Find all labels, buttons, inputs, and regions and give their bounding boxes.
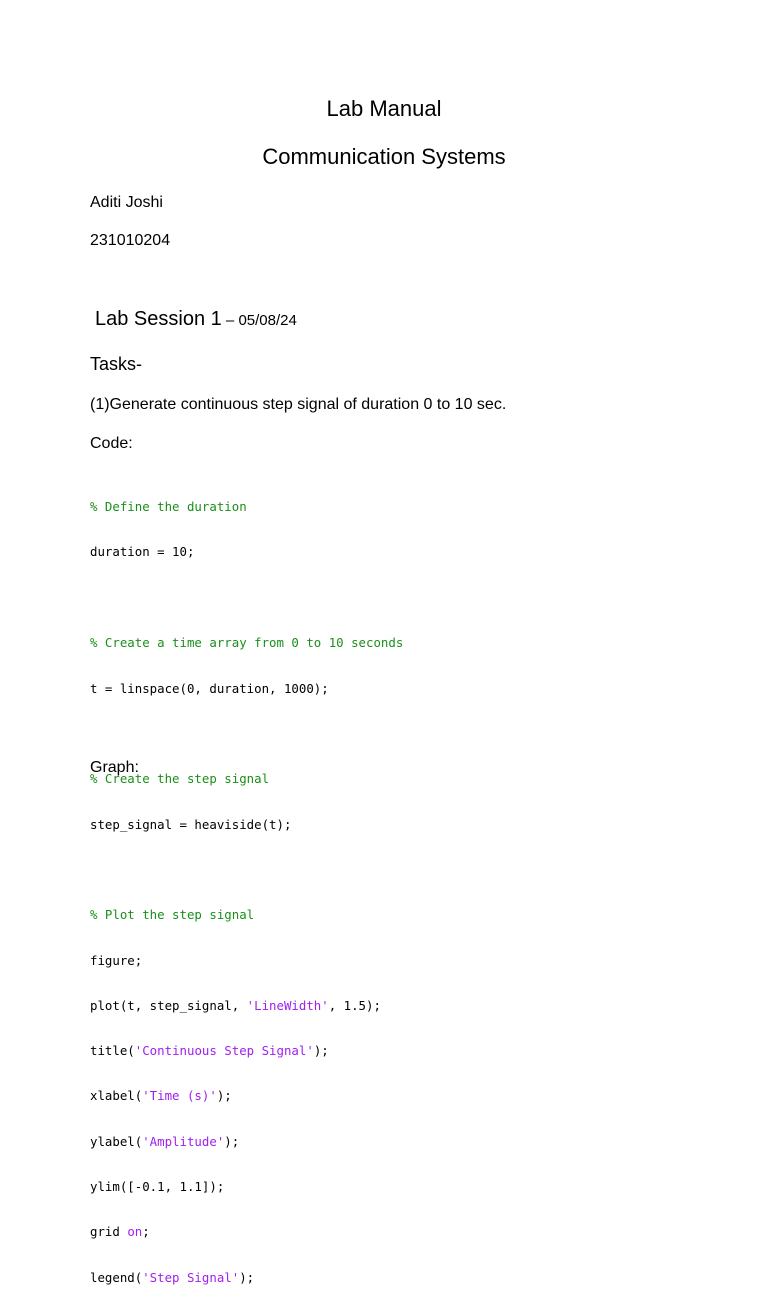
code-text: ); [224, 1133, 240, 1149]
graph-label: Graph: [90, 759, 139, 776]
author-name: Aditi Joshi [90, 194, 163, 211]
code-line [90, 1224, 403, 1239]
code-text: , 1.5); [328, 997, 381, 1013]
code-text: title( [90, 1043, 135, 1059]
code-text: legend( [90, 1269, 143, 1285]
code-line [90, 1088, 403, 1103]
code-blank-line [90, 590, 403, 605]
task-description: (1)Generate continuous step signal of duration 0 to 10 sec. [90, 396, 507, 413]
code-text: ); [216, 1088, 232, 1104]
code-line [90, 1043, 403, 1058]
code-text: ); [313, 1043, 329, 1059]
document-title: Lab Manual [326, 96, 442, 121]
course-title: Communication Systems [262, 144, 506, 169]
code-string: 'Amplitude' [142, 1133, 225, 1149]
code-line: t = linspace(0, duration, 1000); [90, 680, 329, 696]
code-label: Code: [90, 435, 133, 452]
code-text: plot(t, step_signal, [90, 997, 247, 1013]
tasks-heading: Tasks- [90, 354, 143, 374]
code-comment: % Define the duration [90, 499, 247, 515]
code-text: grid [90, 1224, 128, 1240]
code-text: ); [239, 1269, 255, 1285]
code-text: xlabel( [90, 1088, 143, 1104]
code-line [90, 1134, 403, 1149]
code-string: 'LineWidth' [246, 997, 329, 1013]
code-comment: % Create the step signal [90, 771, 270, 787]
session-date: – 05/08/24 [221, 312, 297, 329]
session-heading [95, 308, 297, 331]
session-title: Lab Session 1 [95, 308, 222, 330]
code-comment: % Create a time array from 0 to 10 seconds [90, 635, 404, 651]
code-line: step_signal = heaviside(t); [90, 816, 292, 832]
code-text: ; [142, 1224, 150, 1240]
code-blank-line [90, 862, 403, 877]
code-line: ylim([-0.1, 1.1]); [90, 1179, 225, 1195]
code-string: 'Continuous Step Signal' [134, 1043, 314, 1059]
roll-number: 231010204 [90, 232, 171, 249]
code-line [90, 1270, 403, 1285]
code-keyword: on [127, 1224, 143, 1240]
code-line [90, 998, 403, 1013]
code-block [90, 469, 403, 1315]
code-blank-line [90, 726, 403, 741]
code-line: figure; [90, 952, 143, 968]
code-line: duration = 10; [90, 544, 195, 560]
code-string: 'Step Signal' [142, 1269, 240, 1285]
code-text: ylabel( [90, 1133, 143, 1149]
code-comment: % Plot the step signal [90, 907, 255, 923]
code-string: 'Time (s)' [142, 1088, 217, 1104]
